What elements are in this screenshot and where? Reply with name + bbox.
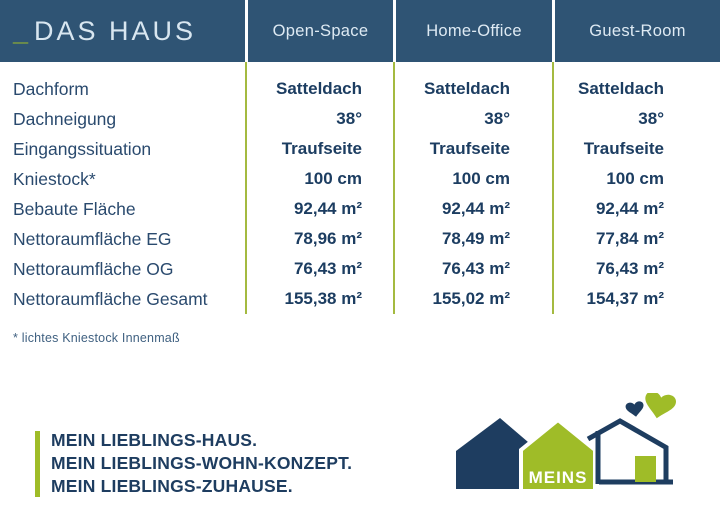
navy-house-icon [456, 418, 528, 489]
slogan-line: MEIN LIEBLINGS-ZUHAUSE. [51, 476, 293, 496]
spec-table [0, 62, 720, 314]
cell-value: 92,44 m² [293, 199, 362, 218]
row-label: Bebaute Fläche [13, 199, 136, 219]
green-heart-icon [642, 393, 678, 422]
cell-value: Traufseite [583, 139, 664, 158]
cell-value: 92,44 m² [441, 199, 510, 218]
column-header-open-space: Open-Space [245, 0, 393, 62]
cell-value: 78,96 m² [293, 229, 362, 248]
slogan-line: MEIN LIEBLINGS-HAUS. [51, 430, 258, 450]
column-header-guest-room: Guest-Room [552, 0, 720, 62]
cell-value: 78,49 m² [441, 229, 510, 248]
cell-value: 100 cm [304, 169, 362, 188]
slogan-line: MEIN LIEBLINGS-WOHN-KONZEPT. [51, 453, 353, 473]
cell-value: Satteldach [276, 79, 362, 98]
cell-value: Satteldach [578, 79, 664, 98]
row-label: Nettoraumfläche EG [13, 229, 172, 249]
cell-value: 154,37 m² [586, 289, 664, 308]
row-label: Nettoraumfläche OG [13, 259, 174, 279]
title-underscore-accent: _ [13, 15, 32, 46]
cell-value: 155,38 m² [284, 289, 362, 308]
cell-value: 38° [638, 109, 664, 128]
cell-value: 100 cm [452, 169, 510, 188]
cell-value: Satteldach [424, 79, 510, 98]
cell-value: 38° [336, 109, 362, 128]
navy-heart-icon [625, 401, 645, 418]
cell-value: 92,44 m² [595, 199, 664, 218]
spec-column-home-office [393, 62, 552, 314]
cell-value: Traufseite [429, 139, 510, 158]
row-label: Eingangssituation [13, 139, 152, 159]
slogan-accent-bar [35, 431, 40, 497]
row-label: Dachneigung [13, 109, 117, 129]
cell-value: 76,43 m² [293, 259, 362, 278]
cell-value: 38° [484, 109, 510, 128]
footnote: * lichtes Kniestock Innenmaß [13, 331, 180, 345]
slogan-lines [51, 429, 352, 498]
cell-value: 100 cm [606, 169, 664, 188]
column-header-home-office: Home-Office [393, 0, 552, 62]
title-text: DAS HAUS [34, 15, 197, 46]
cell-value: 155,02 m² [432, 289, 510, 308]
green-door-icon [635, 456, 656, 482]
header-bar [0, 0, 720, 62]
row-label: Nettoraumfläche Gesamt [13, 289, 208, 309]
cell-value: 77,84 m² [595, 229, 664, 248]
spec-column-open-space [245, 62, 393, 314]
spec-column-guest-room [552, 62, 720, 314]
meins-logo [452, 393, 688, 510]
slogan-block [35, 429, 352, 498]
spec-label-column [0, 62, 245, 314]
logo-meins-text: MEINS [528, 468, 588, 487]
cell-value: Traufseite [281, 139, 362, 158]
cell-value: 76,43 m² [595, 259, 664, 278]
cell-value: 76,43 m² [441, 259, 510, 278]
row-label: Dachform [13, 79, 89, 99]
row-label: Kniestock* [13, 169, 96, 189]
page-title [0, 0, 245, 62]
